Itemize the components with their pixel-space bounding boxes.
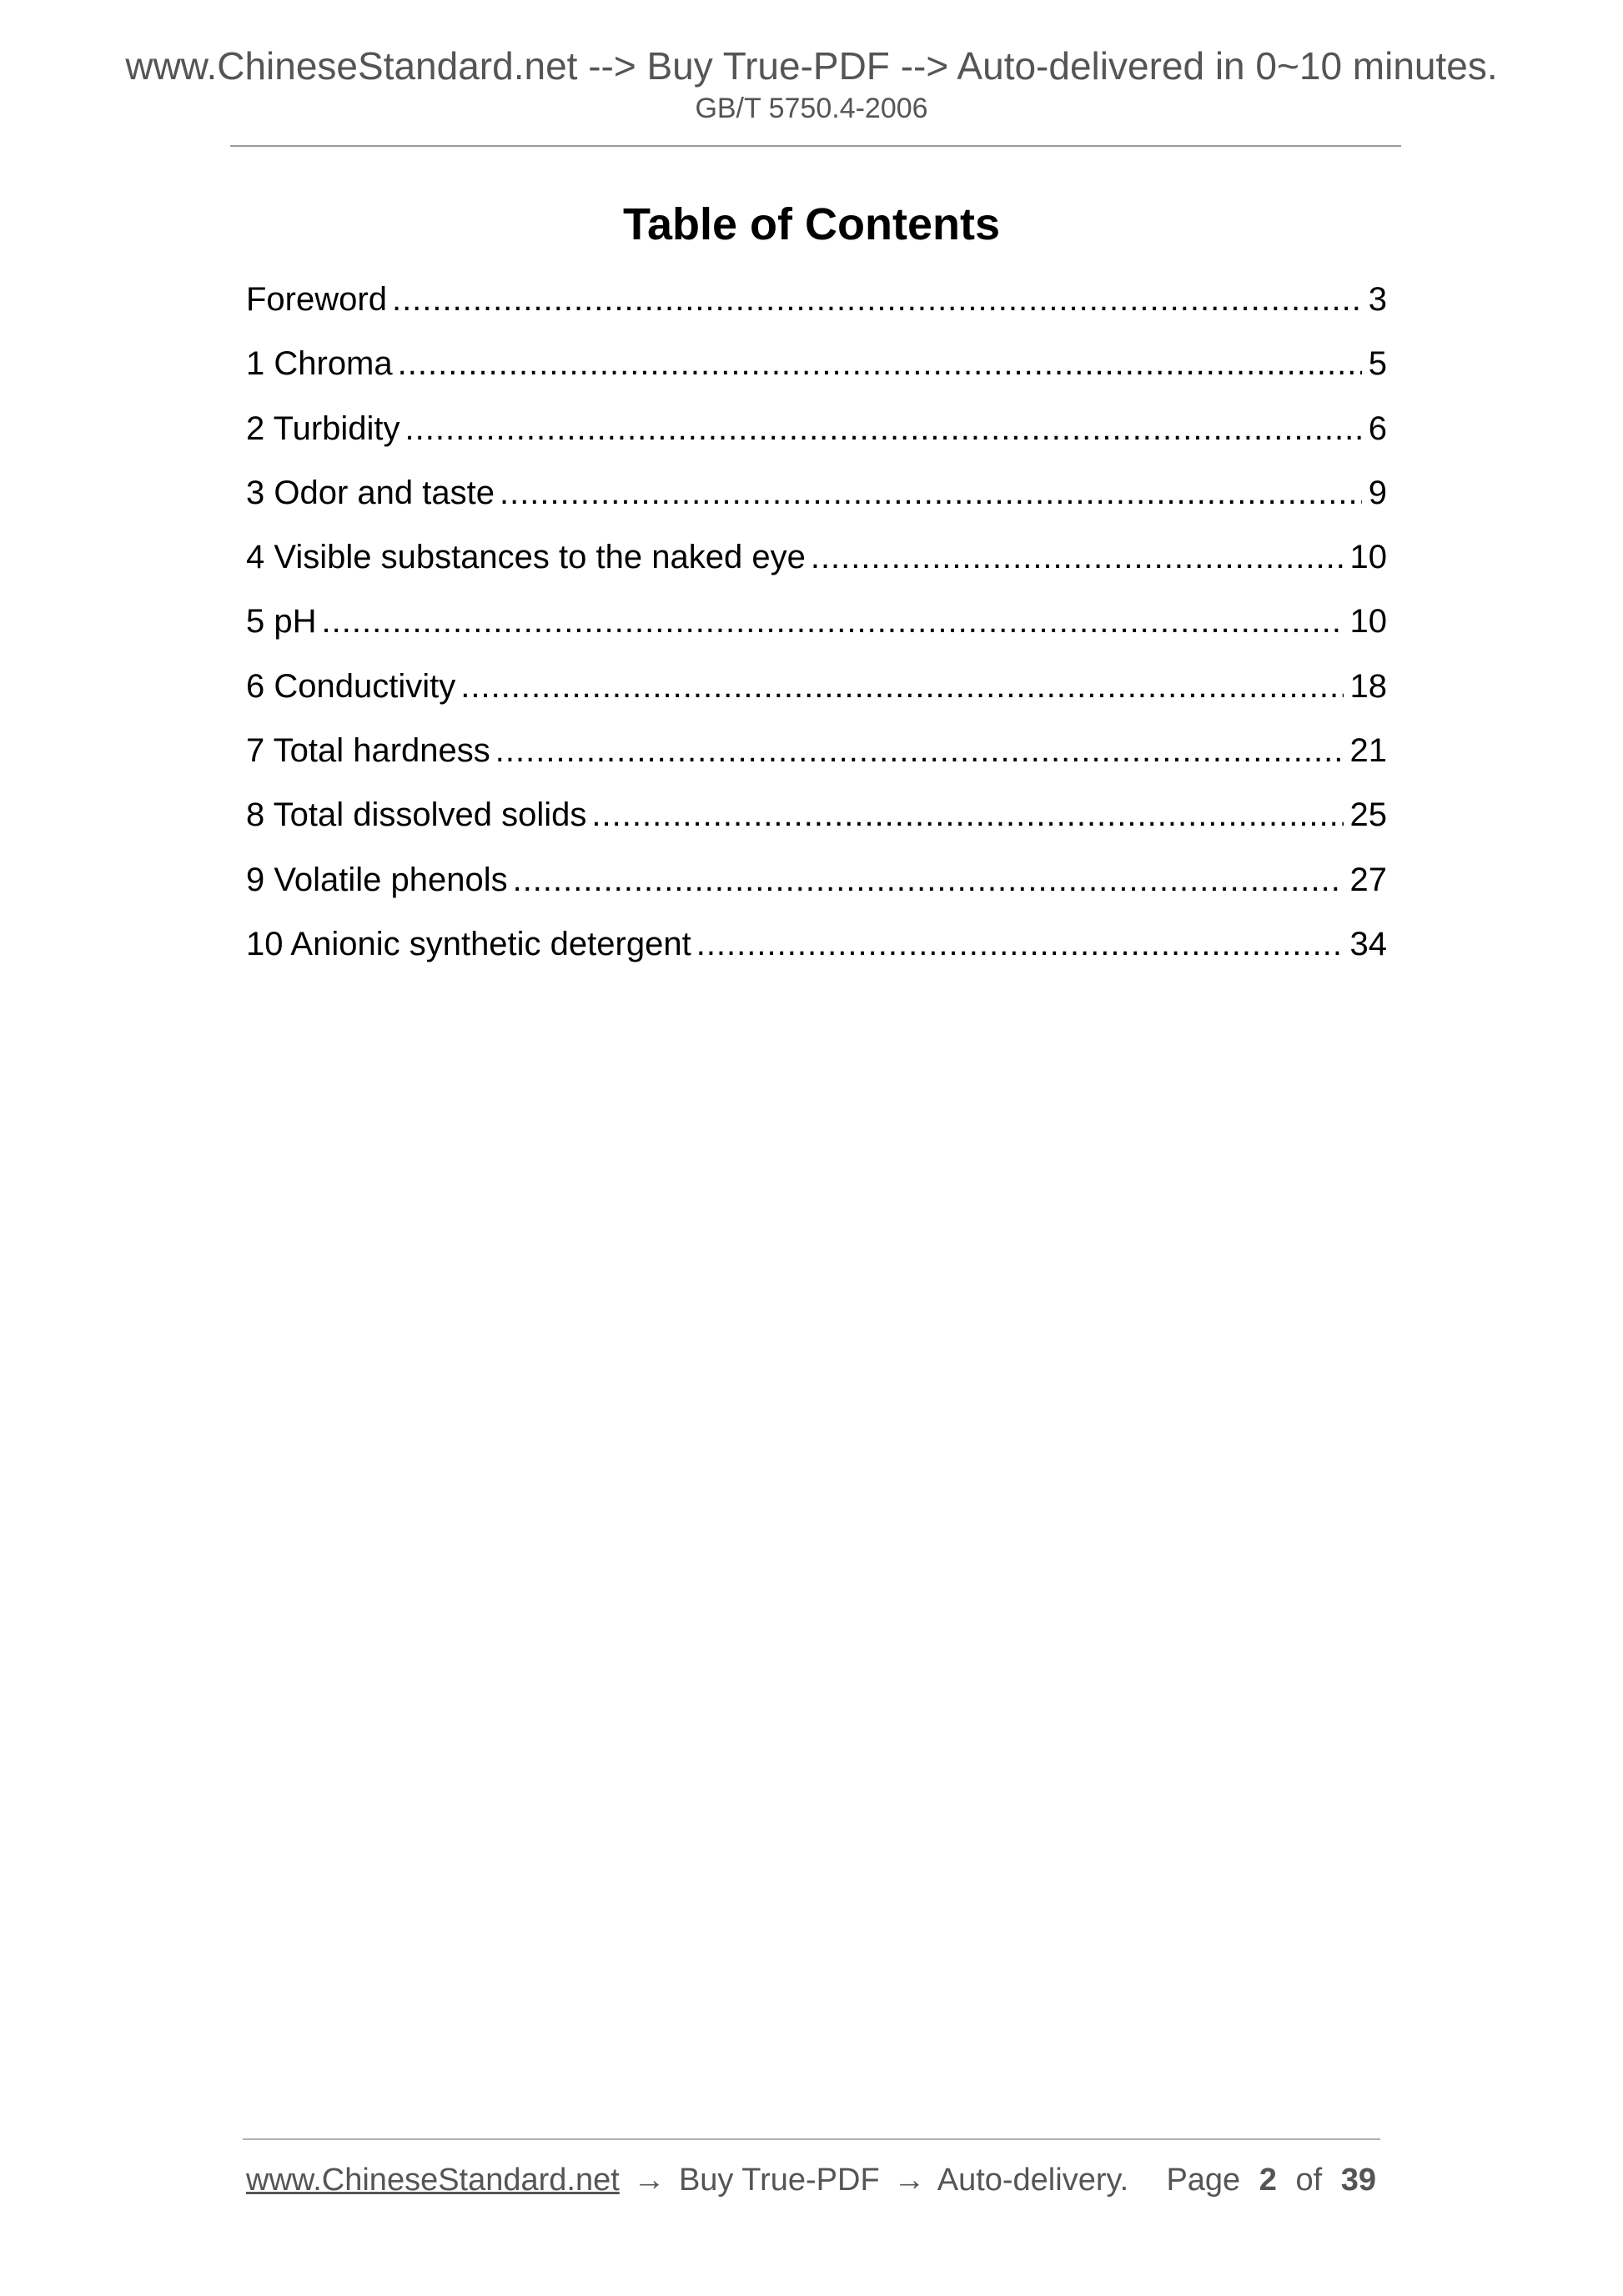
- toc-list: [246, 270, 1387, 979]
- toc-dot-leader: [696, 915, 1344, 973]
- toc-entry-page: 21: [1349, 732, 1387, 770]
- of-word: of: [1295, 2163, 1323, 2198]
- right-arrow-icon: →: [893, 2163, 926, 2198]
- toc-dot-leader: [398, 334, 1362, 393]
- toc-entry-label: 4 Visible substances to the naked eye: [246, 539, 806, 576]
- toc-entry-label: 8 Total dissolved solids: [246, 796, 587, 834]
- page-header: [0, 42, 1623, 125]
- toc-entry-label: 1 Chroma: [246, 345, 393, 383]
- toc-entry-foreword[interactable]: [246, 270, 1387, 334]
- toc-entry-turbidity[interactable]: [246, 399, 1387, 464]
- header-divider: [230, 145, 1401, 147]
- header-banner: www.ChineseStandard.net --> Buy True-PDF --> Auto-delivered in 0~10 minutes.: [125, 44, 1498, 88]
- toc-entry-page: 27: [1349, 861, 1387, 898]
- toc-entry-page: 25: [1349, 796, 1387, 834]
- toc-entry-ph[interactable]: [246, 592, 1387, 656]
- page-word: Page: [1166, 2163, 1241, 2198]
- page-footer: [246, 2155, 1376, 2205]
- toc-entry-label: 2 Turbidity: [246, 409, 400, 447]
- toc-entry-page: 34: [1349, 925, 1387, 962]
- toc-entry-odor-and-taste[interactable]: [246, 464, 1387, 528]
- page-total: 39: [1340, 2163, 1376, 2198]
- toc-entry-page: 5: [1368, 345, 1387, 383]
- toc-entry-volatile-phenols[interactable]: [246, 851, 1387, 915]
- toc-entry-label: 10 Anionic synthetic detergent: [246, 925, 691, 962]
- toc-entry-page: 3: [1368, 281, 1387, 318]
- toc-dot-leader: [405, 399, 1362, 458]
- page-indicator: [1166, 2155, 1376, 2205]
- toc-title: Table of Contents: [623, 199, 1000, 249]
- toc-entry-visible-substances[interactable]: [246, 528, 1387, 592]
- toc-dot-leader: [591, 786, 1343, 844]
- footer-promo: [246, 2155, 1128, 2205]
- toc-entry-label: 3 Odor and taste: [246, 474, 495, 511]
- toc-entry-label: Foreword: [246, 281, 387, 318]
- footer-buy-text: Buy True-PDF: [678, 2163, 880, 2198]
- toc-entry-total-dissolved-solids[interactable]: [246, 786, 1387, 850]
- toc-dot-leader: [392, 270, 1362, 329]
- toc-entry-anionic-synthetic-detergent[interactable]: [246, 915, 1387, 979]
- footer-site-link[interactable]: www.ChineseStandard.net: [246, 2163, 620, 2198]
- toc-entry-label: 6 Conductivity: [246, 667, 456, 705]
- footer-divider: [243, 2138, 1380, 2140]
- right-arrow-icon: →: [633, 2163, 666, 2198]
- toc-entry-conductivity[interactable]: [246, 657, 1387, 721]
- standard-id: GB/T 5750.4-2006: [695, 93, 928, 124]
- toc-entry-page: 9: [1368, 474, 1387, 511]
- footer-delivery-text: Auto-delivery.: [937, 2163, 1129, 2198]
- toc-entry-label: 5 pH: [246, 603, 317, 641]
- page-number: 2: [1259, 2163, 1277, 2198]
- toc-dot-leader: [322, 592, 1344, 651]
- toc-entry-page: 10: [1349, 539, 1387, 576]
- toc-entry-page: 18: [1349, 667, 1387, 705]
- toc-entry-total-hardness[interactable]: [246, 721, 1387, 786]
- toc-dot-leader: [460, 657, 1343, 716]
- toc-entry-page: 6: [1368, 409, 1387, 447]
- toc-entry-chroma[interactable]: [246, 334, 1387, 399]
- toc-entry-label: 9 Volatile phenols: [246, 861, 508, 898]
- toc-dot-leader: [495, 721, 1344, 780]
- toc-dot-leader: [513, 851, 1344, 909]
- toc-dot-leader: [500, 464, 1362, 522]
- toc-dot-leader: [811, 528, 1344, 586]
- toc-entry-label: 7 Total hardness: [246, 732, 490, 770]
- toc-entry-page: 10: [1349, 603, 1387, 641]
